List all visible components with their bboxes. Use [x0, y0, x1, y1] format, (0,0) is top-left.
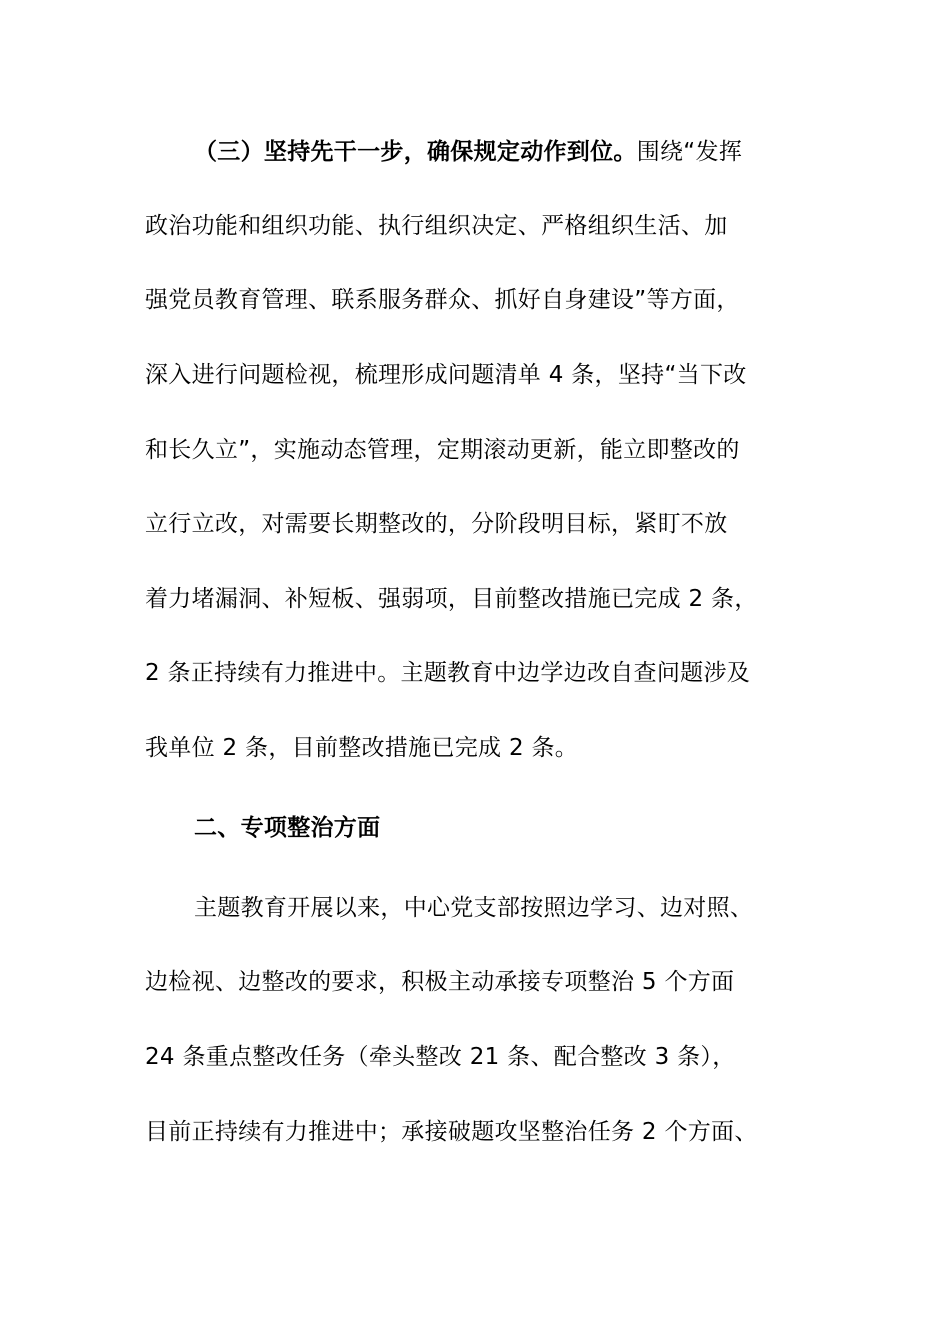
- paragraph-line: 强党员教育管理、联系服务群众、抓好自身建设”等方面，: [145, 287, 740, 313]
- paragraph-line: 目前正持续有力推进中；承接破题攻坚整治任务 2 个方面、: [145, 1119, 758, 1145]
- paragraph-line: [194, 136, 742, 168]
- paragraph-text: 围绕“发挥: [636, 139, 743, 165]
- paragraph-line: 2 条正持续有力推进中。主题教育中边学边改自查问题涉及: [145, 660, 751, 686]
- subsection-heading: （三）坚持先干一步，确保规定动作到位。: [194, 139, 637, 165]
- paragraph-line: 主题教育开展以来，中心党支部按照边学习、边对照、: [194, 895, 754, 921]
- paragraph-line: 24 条重点整改任务（牵头整改 21 条、配合整改 3 条），: [145, 1044, 736, 1070]
- paragraph-line: 深入进行问题检视，梳理形成问题清单 4 条，坚持“当下改: [145, 362, 747, 388]
- paragraph-line: 着力堵漏洞、补短板、强弱项，目前整改措施已完成 2 条，: [145, 586, 758, 612]
- paragraph-line: 边检视、边整改的要求，积极主动承接专项整治 5 个方面: [145, 969, 735, 995]
- paragraph-line: 政治功能和组织功能、执行组织决定、严格组织生活、加: [145, 213, 728, 239]
- section-heading: 二、专项整治方面: [194, 815, 381, 841]
- paragraph-line: 我单位 2 条，目前整改措施已完成 2 条。: [145, 735, 579, 761]
- paragraph-line: 和长久立”，实施动态管理，定期滚动更新，能立即整改的: [145, 437, 740, 463]
- paragraph-line: 立行立改，对需要长期整改的，分阶段明目标，紧盯不放: [145, 511, 728, 537]
